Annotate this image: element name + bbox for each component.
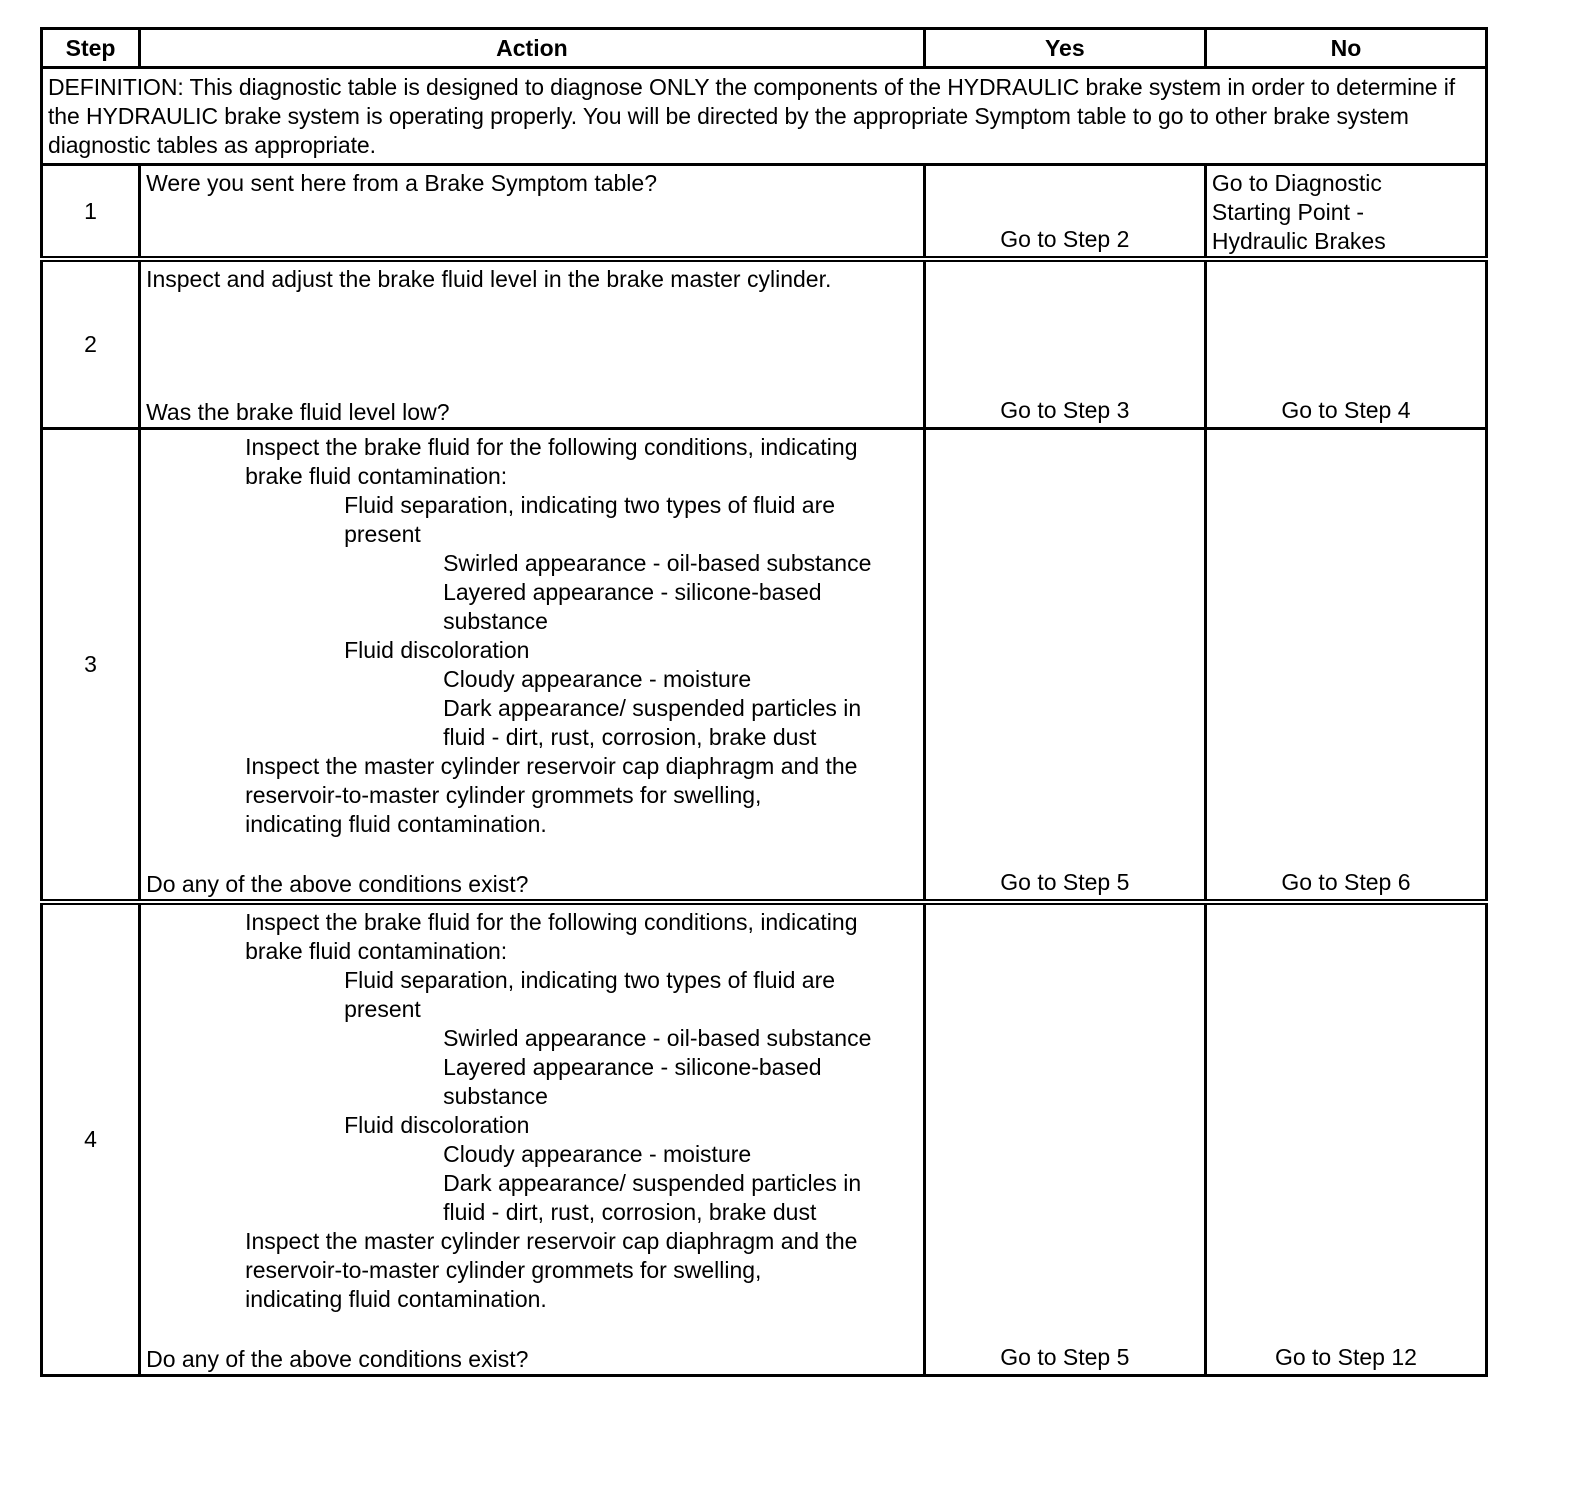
yes-result: Go to Step 3 <box>924 259 1205 429</box>
yes-result: Go to Step 5 <box>924 429 1205 903</box>
bullet-text: Layered appearance - silicone-based <box>443 1054 822 1080</box>
table-row-step-3 <box>42 429 1487 903</box>
bullet-text: Fluid discoloration <box>344 1112 530 1138</box>
no-result-line: Go to Diagnostic <box>1211 170 1382 196</box>
no-result <box>1205 165 1486 260</box>
bullet-text: Layered appearance - silicone-based <box>443 579 822 605</box>
table-row-step-1 <box>42 165 1487 260</box>
step-number: 4 <box>42 902 140 1376</box>
action-cell <box>140 429 925 903</box>
action-bullets <box>146 433 918 839</box>
header-no: No <box>1205 29 1486 68</box>
table-row-step-2 <box>42 259 1487 429</box>
action-bullets <box>146 908 918 1314</box>
bullet-text: Swirled appearance - oil-based substance <box>443 1025 872 1051</box>
no-result: Go to Step 6 <box>1205 429 1486 903</box>
header-step: Step <box>42 29 140 68</box>
bullet-text: brake fluid contamination: <box>245 938 508 964</box>
bullet-text: Dark appearance/ suspended particles in <box>443 695 862 721</box>
bullet-text: Cloudy appearance - moisture <box>443 666 752 692</box>
table-row-step-4 <box>42 902 1487 1376</box>
no-result: Go to Step 12 <box>1205 902 1486 1376</box>
no-result-line: Hydraulic Brakes <box>1211 228 1386 254</box>
bullet-text: Fluid discoloration <box>344 637 530 663</box>
bullet-text: Dark appearance/ suspended particles in <box>443 1170 862 1196</box>
bullet-text: Inspect the brake fluid for the following conditions, indicating <box>245 909 858 935</box>
bullet-text: Inspect the brake fluid for the following conditions, indicating <box>245 434 858 460</box>
header-yes: Yes <box>924 29 1205 68</box>
yes-result: Go to Step 5 <box>924 902 1205 1376</box>
bullet-text: fluid - dirt, rust, corrosion, brake dust <box>443 1199 817 1225</box>
bullet-text: Fluid separation, indicating two types of fluid are <box>344 967 836 993</box>
bullet-text: indicating fluid contamination. <box>245 811 547 837</box>
definition-text: DEFINITION: This diagnostic table is designed to diagnose ONLY the components of the HYDRAULIC brake system in order to determine if the HYDRAULIC brake system is operating properly. You will be directed by the appropriate Symptom table to go to other brake system diagnostic tables as appropriate. <box>42 68 1487 165</box>
diagnostic-table <box>40 27 1488 1377</box>
no-result-line: Starting Point - <box>1211 199 1365 225</box>
bullet-text: substance <box>443 1083 548 1109</box>
bullet-text: indicating fluid contamination. <box>245 1286 547 1312</box>
bullet-text: brake fluid contamination: <box>245 463 508 489</box>
action-cell <box>140 259 925 429</box>
bullet-text: Inspect the master cylinder reservoir cap diaphragm and the <box>245 1228 858 1254</box>
bullet-text: reservoir-to-master cylinder grommets for swelling, <box>245 782 762 808</box>
definition-row <box>42 68 1487 165</box>
action-instruction: Inspect and adjust the brake fluid level in the brake master cylinder. <box>146 266 832 292</box>
step-number: 1 <box>42 165 140 260</box>
action-question: Do any of the above conditions exist? <box>146 871 529 897</box>
action-question: Were you sent here from a Brake Symptom table? <box>146 170 657 196</box>
header-action: Action <box>140 29 925 68</box>
yes-result: Go to Step 2 <box>924 165 1205 260</box>
step-number: 3 <box>42 429 140 903</box>
no-result: Go to Step 4 <box>1205 259 1486 429</box>
bullet-text: present <box>344 996 421 1022</box>
bullet-text: substance <box>443 608 548 634</box>
action-cell <box>140 902 925 1376</box>
action-cell <box>140 165 925 260</box>
bullet-text: Fluid separation, indicating two types of fluid are <box>344 492 836 518</box>
action-question: Do any of the above conditions exist? <box>146 1346 529 1372</box>
bullet-text: Swirled appearance - oil-based substance <box>443 550 872 576</box>
bullet-text: present <box>344 521 421 547</box>
header-row <box>42 29 1487 68</box>
action-question: Was the brake fluid level low? <box>146 399 450 425</box>
bullet-text: reservoir-to-master cylinder grommets for swelling, <box>245 1257 762 1283</box>
step-number: 2 <box>42 259 140 429</box>
bullet-text: fluid - dirt, rust, corrosion, brake dust <box>443 724 817 750</box>
bullet-text: Cloudy appearance - moisture <box>443 1141 752 1167</box>
bullet-text: Inspect the master cylinder reservoir cap diaphragm and the <box>245 753 858 779</box>
